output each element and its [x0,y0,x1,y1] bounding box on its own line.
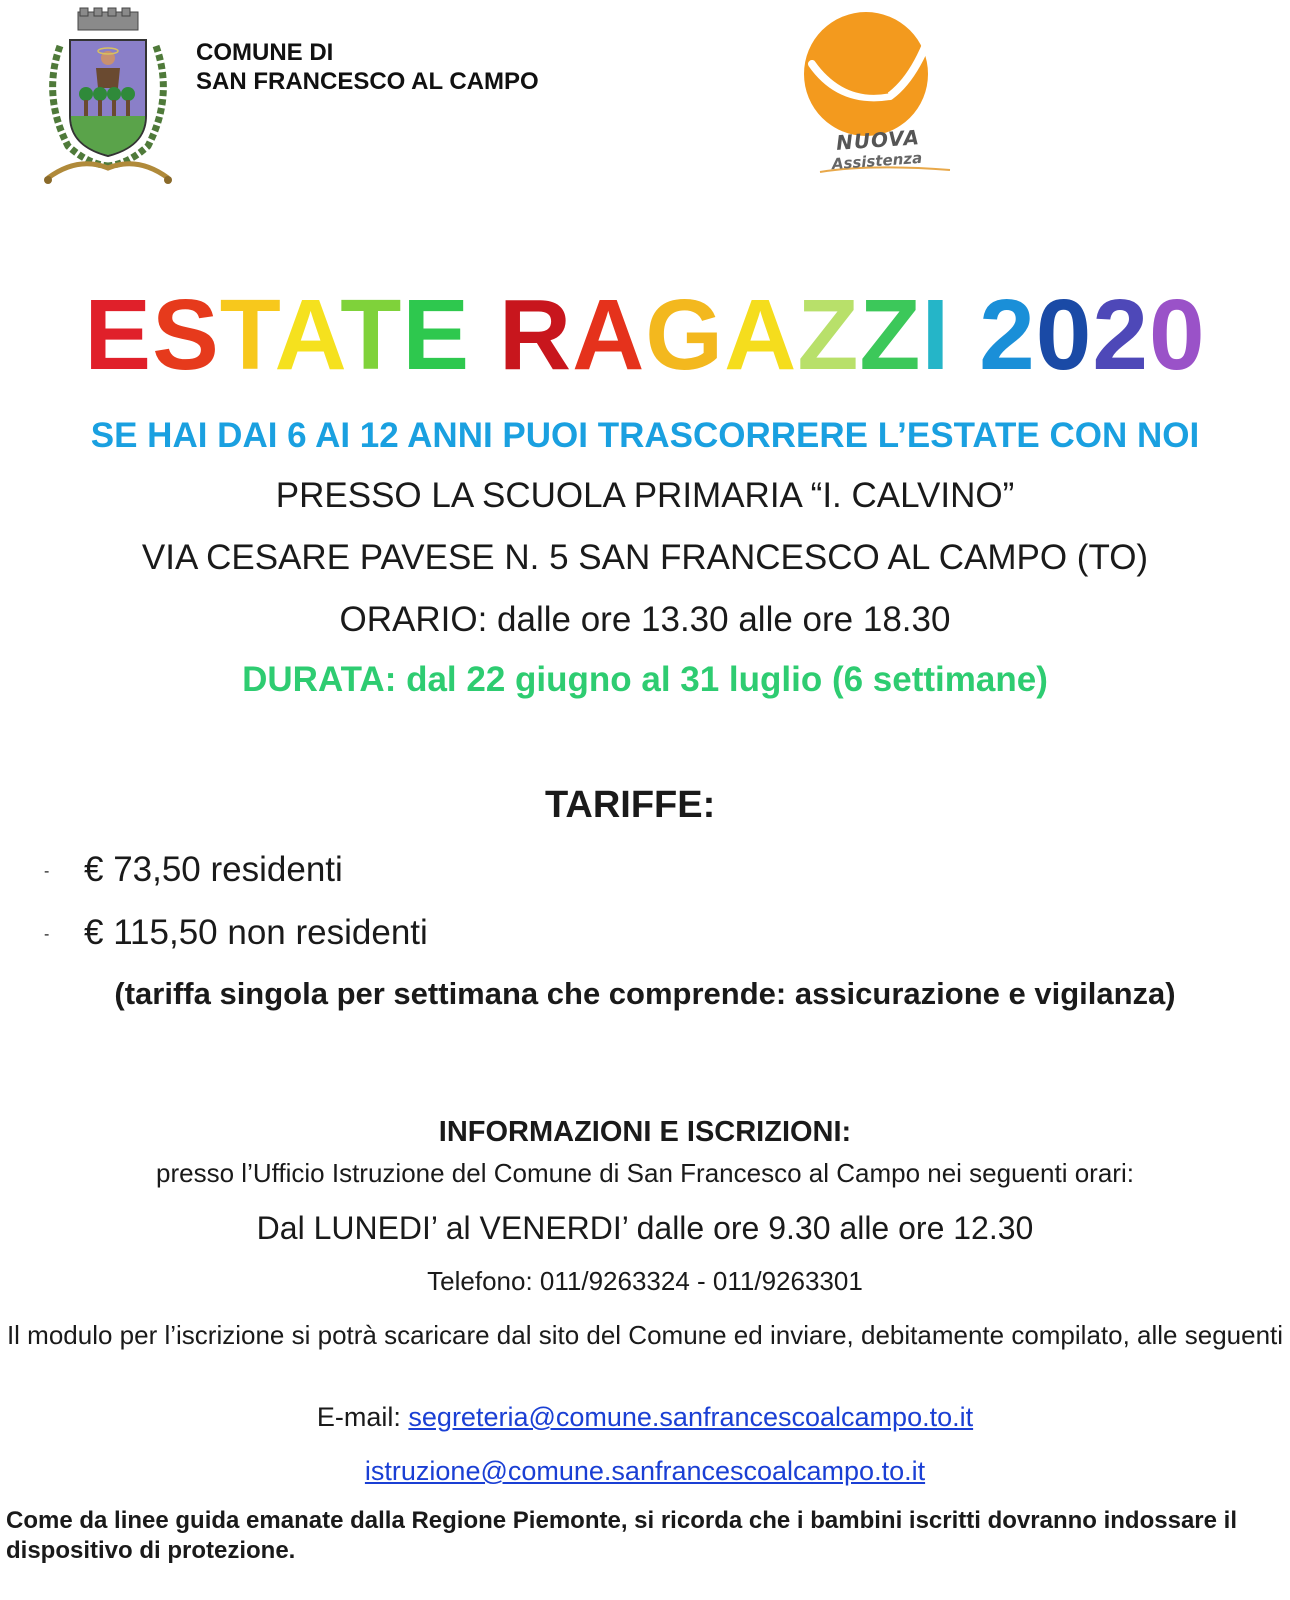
email-link-istruzione[interactable]: istruzione@comune.sanfrancescoalcampo.to.it [364,1456,926,1486]
schedule-line: ORARIO: dalle ore 13.30 alle ore 18.30 [339,600,951,639]
tariff-item [44,850,343,890]
bullet-dash: - [44,862,50,880]
title-letter: A [274,279,341,391]
title-letter: Z [859,279,922,391]
protection-notice: Come da linee guida emanate dalla Regione Piemonte, si ricorda che i bambini iscritti dovranno indossare il dispositivo di protezione. [6,1507,1237,1564]
registration-heading: INFORMAZIONI E ISCRIZIONI: [438,1116,852,1148]
title-space [470,279,499,391]
title-letter: 0 [1148,279,1206,391]
title-letter: T [340,279,403,391]
title-letter: I [921,279,951,391]
title-letter: 2 [979,279,1036,391]
title-letter: E [402,279,471,391]
coat-of-arms-logo [38,6,178,192]
title-letter: A [724,279,798,391]
module-instructions: Il modulo per l’iscrizione si potrà scaricare dal sito del Comune ed inviare, debitamente compilato, alle seguenti [6,1320,1284,1350]
office-hours: Dal LUNEDI’ al VENERDI’ dalle ore 9.30 alle ore 12.30 [256,1210,1034,1246]
title-letter: 2 [1092,279,1149,391]
email-link-segreteria[interactable]: segreteria@comune.sanfrancescoalcampo.to.it [408,1402,974,1432]
page-title [0,280,1290,390]
title-letter: A [572,279,646,391]
email-line-2 [0,1456,1290,1487]
email-label: E-mail: [316,1402,401,1432]
municipality-line-1: COMUNE DI [196,39,334,66]
title-letter: S [152,279,220,391]
tariff-text: € 73,50 residenti [84,850,343,889]
title-letter: 0 [1035,279,1093,391]
logo-text-nuova: NUOVA [835,125,921,155]
title-letter: Z [797,279,860,391]
title-space [950,279,979,391]
title-letter: T [219,279,275,391]
municipality-name [196,38,539,96]
registration-office: presso l’Ufficio Istruzione del Comune di San Francesco al Campo nei seguenti orari: [156,1158,1134,1188]
logo-text-assistenza: Assistenza [831,148,923,174]
municipality-line-2: SAN FRANCESCO AL CAMPO [196,68,539,95]
title-letter: E [84,279,153,391]
tariffs-heading: TARIFFE: [545,784,716,826]
title-letter: R [498,279,573,391]
email-line-1 [0,1402,1290,1433]
tariff-text: € 115,50 non residenti [84,913,428,952]
duration-line: DURATA: dal 22 giugno al 31 luglio (6 settimane) [242,660,1048,699]
bullet-dash: - [44,925,50,943]
phone-numbers: Telefono: 011/9263324 - 011/9263301 [427,1266,863,1296]
address-line: VIA CESARE PAVESE N. 5 SAN FRANCESCO AL CAMPO (TO) [141,538,1149,577]
tariff-note: (tariffa singola per settimana che comprende: assicurazione e vigilanza) [114,976,1176,1011]
school-line: PRESSO LA SCUOLA PRIMARIA “I. CALVINO” [275,476,1015,515]
title-letter: G [645,279,725,391]
age-range-line: SE HAI DAI 6 AI 12 ANNI PUOI TRASCORRERE L’ESTATE CON NOI [90,416,1200,455]
tariff-item [44,913,428,953]
